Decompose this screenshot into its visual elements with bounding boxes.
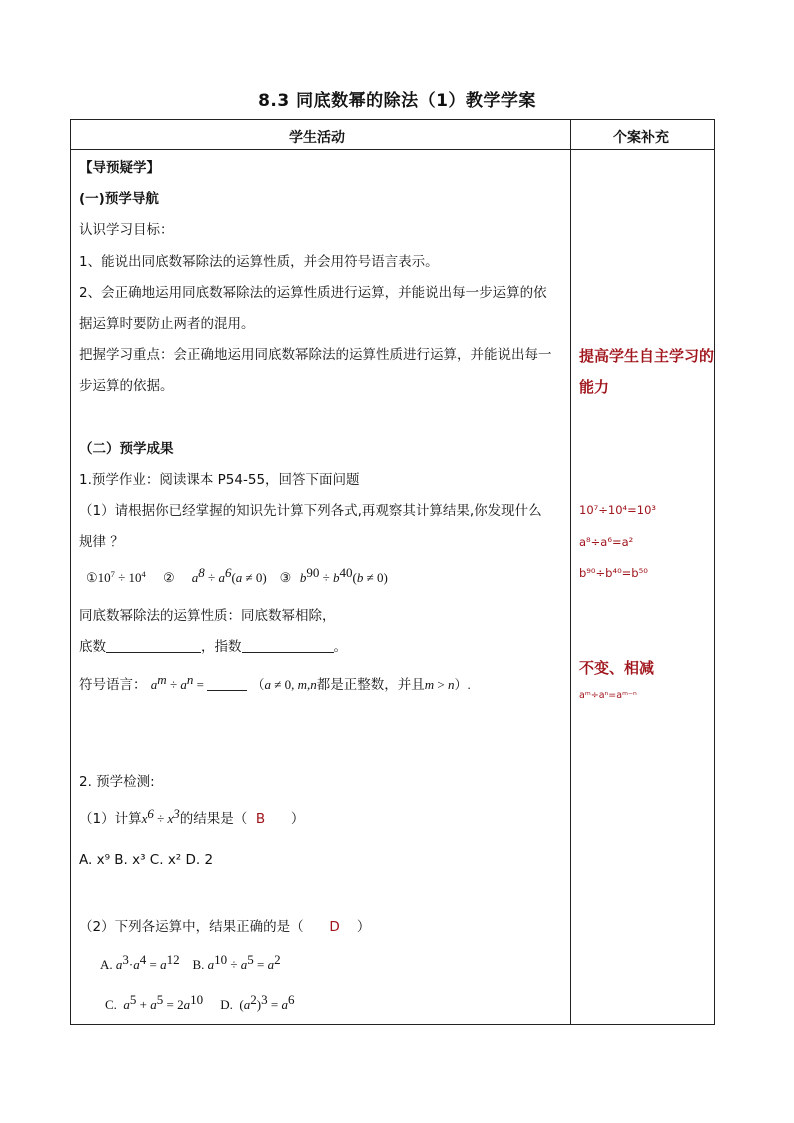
question-3: （2）下列各运算中，结果正确的是（ D ） <box>79 919 371 935</box>
exponent-label: ，指数 <box>201 639 242 655</box>
key-point-line-2: 步运算的依据。 <box>79 378 174 394</box>
blank-line <box>79 638 347 656</box>
question-2-options: A. x⁹ B. x³ C. x² D. 2 <box>79 852 214 868</box>
question-1-line-1: （1）请根据你已经掌握的知识先计算下列各式,再观察其计算结果,你发现什么 <box>79 503 542 519</box>
symbol-label: 符号语言： <box>79 677 147 693</box>
symbol-language-line: 符号语言： $a^m \div a^n = (a \ne 0$, m,n都是正整数，并且m > n）. <box>79 672 471 693</box>
question-3-options-ab: A. $a^3\cdot a^4 = a^{12}$ B. $a^{10} \div a^5 = a^2$ <box>100 952 281 972</box>
subheading-navigation: (一)预学导航 <box>79 191 159 207</box>
header-divider <box>70 149 715 150</box>
subheading-results: （二）预学成果 <box>79 441 174 457</box>
goal-2-line-1: 2、会正确地运用同底数幂除法的运算性质进行运算，并能说出每一步运算的依 <box>79 285 547 301</box>
key-point-line-1: 把握学习重点：会正确地运用同底数幂除法的运算性质进行运算，并能说出每一 <box>79 347 552 363</box>
goal-1: 1、能说出同底数幂除法的运算性质，并会用符号语言表示。 <box>79 254 439 270</box>
end-mark: 。 <box>333 639 347 655</box>
section-heading: 【导预疑学】 <box>79 160 160 176</box>
base-blank[interactable] <box>106 638 201 653</box>
note-self-study-line-1: 提高学生自主学习的 <box>579 347 715 365</box>
exercise-expressions: $①10^7 \div 10^4$ ② $a^8 \div a^6(a \ne 0)$ ③ $b^{90} \div b^{40}(b \ne 0)$ <box>86 565 388 585</box>
answer-b: B <box>255 811 266 827</box>
answer-symbol-rule: aᵐ÷aⁿ=aᵐ⁻ⁿ <box>579 690 637 701</box>
header-case-supplement: 个案补充 <box>613 130 669 146</box>
answer-d: D <box>329 919 340 935</box>
document-title: 8.3 同底数幂的除法（1）教学学案 <box>258 91 536 111</box>
note-self-study-line-2: 能力 <box>579 378 610 396</box>
symbol-condition: 都是正整数，并且 <box>316 677 425 693</box>
base-label: 底数 <box>79 639 106 655</box>
header-student-activity: 学生活动 <box>289 130 345 146</box>
goal-2-line-2: 据运算时要防止两者的混用。 <box>79 316 255 332</box>
question-1-line-2: 规律 ？ <box>79 534 124 550</box>
answer-exercise-3: b⁹⁰÷b⁴⁰=b⁵⁰ <box>579 566 648 580</box>
question-2: （1）计算$x^6 \div x^3$的结果是（ B ） <box>79 806 305 827</box>
column-divider <box>570 119 571 1025</box>
property-line: 同底数幂除法的运算性质：同底数幂相除， <box>79 608 336 624</box>
exponent-blank[interactable] <box>242 638 334 653</box>
answer-exercise-1: 10⁷÷10⁴=10³ <box>579 503 657 517</box>
goals-intro: 认识学习目标： <box>79 222 174 238</box>
question-3-options-cd: C. $a^5 + a^5 = 2a^{10}$ D. $(a^2)^3 = a^6$ <box>105 992 295 1012</box>
note-rule: 不变、相减 <box>579 659 655 677</box>
check-heading: 2. 预学检测: <box>79 774 155 790</box>
answer-exercise-2: a⁸÷a⁶=a² <box>579 535 634 549</box>
homework-line: 1.预学作业：阅读课本 P54-55，回答下面问题 <box>79 472 360 488</box>
symbol-blank[interactable] <box>207 676 247 691</box>
